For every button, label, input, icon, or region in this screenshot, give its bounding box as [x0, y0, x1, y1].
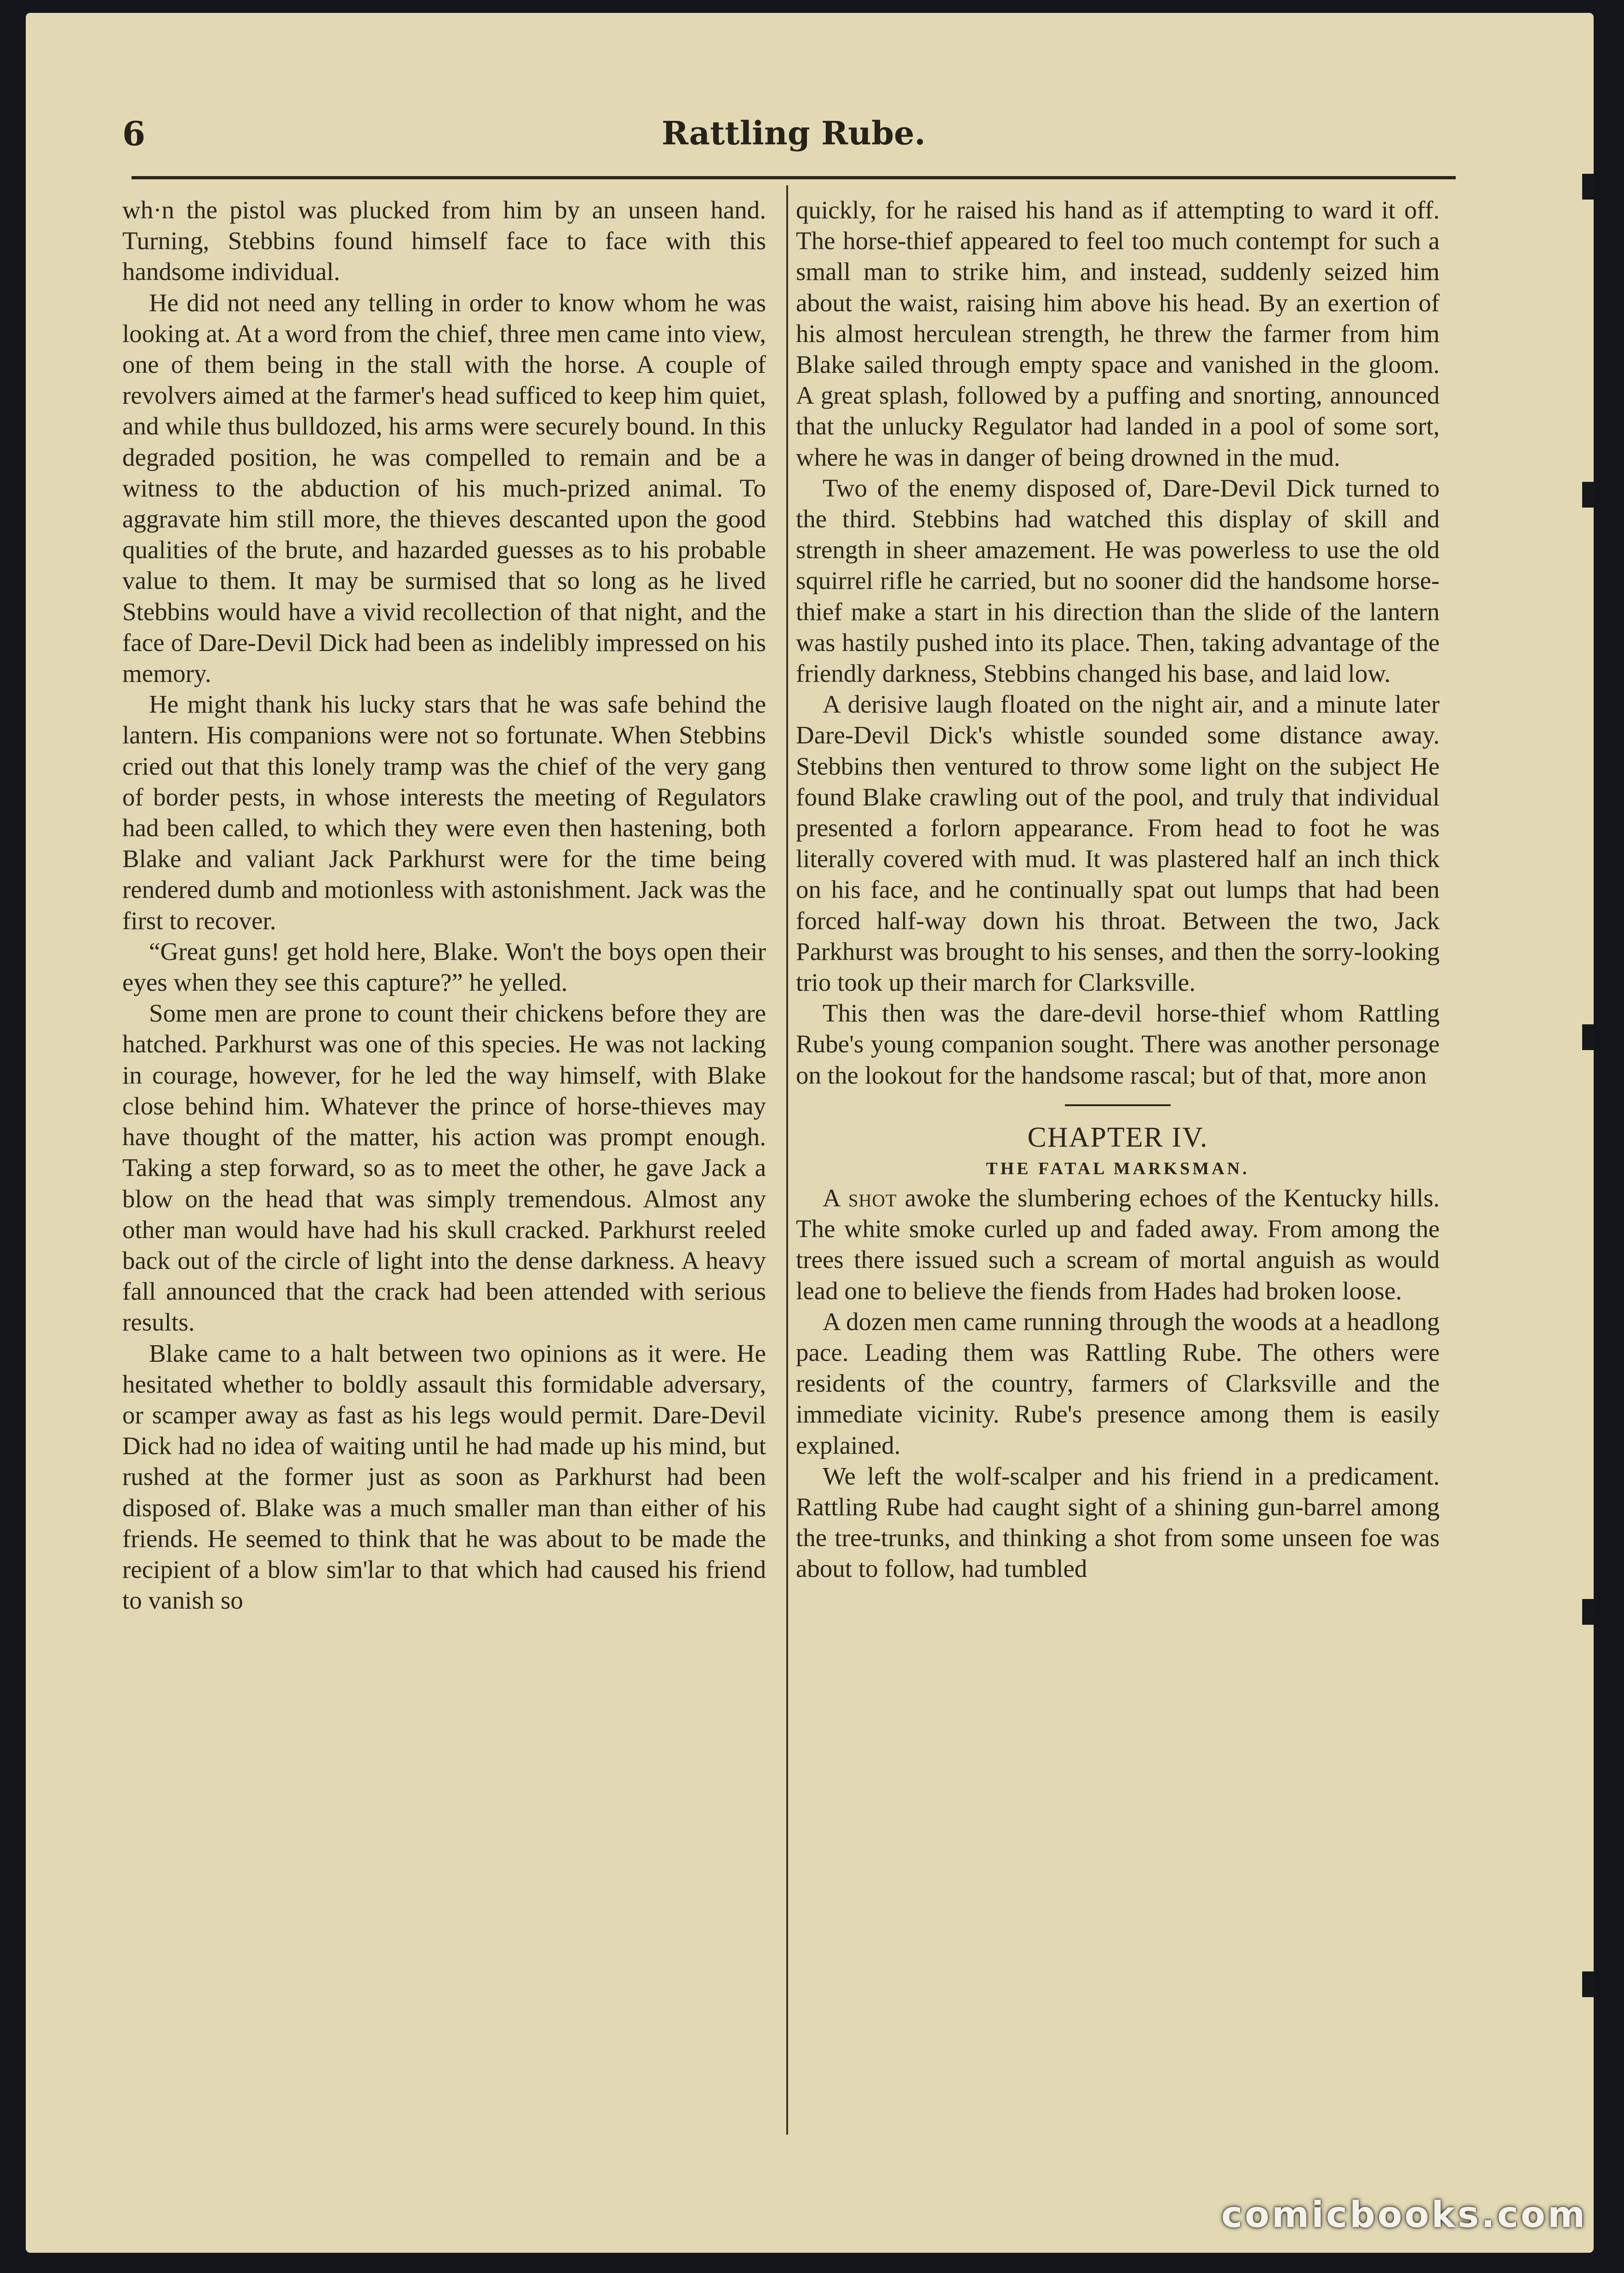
paragraph: wh·n the pistol was plucked from him by an unseen hand. Turning, Stebbins found himself face to face with this handsome individual. — [122, 196, 766, 286]
paragraph: He might thank his lucky stars that he was safe behind the lantern. His companions were not so fortunate. When Stebbins cried out that this lonely tramp was the chief of the very gang of border pests, in whose interests the meeting of Regulators had been called, to which they were even then hastening, both Blake and valiant Jack Parkhurst were for the time being rendered dumb and motionless with astonishment. Jack was the first to recover. — [122, 690, 766, 935]
binding-hole — [1582, 1971, 1594, 1997]
column-divider — [786, 185, 788, 2135]
paragraph: We left the wolf-scalper and his friend in a predicament. Rattling Rube had caught sight of a shining gun-barrel among the tree-trunks, and thinking a shot from some unseen foe was about to follow, had tumbled — [796, 1462, 1440, 1583]
paragraph: This then was the dare-devil horse-thief whom Rattling Rube's young companion sought. There was another personage on the lookout for the handsome rascal; but of that, more anon — [796, 999, 1440, 1089]
paragraph: “Great guns! get hold here, Blake. Won't the boys open their eyes when they see this capture?” he yelled. — [122, 937, 766, 997]
right-column — [796, 194, 1440, 1584]
binding-hole — [1582, 174, 1594, 200]
page-header — [122, 114, 1465, 165]
paragraph: A derisive laugh floated on the night air, and a minute later Dare-Devil Dick's whistle sounded some distance away. Stebbins then ventured to throw some light on the subject He found Blake crawling out of the pool, and truly that individual presented a forlorn appearance. From head to foot he was literally covered with mud. It was plastered half an inch thick on his face, and he continually spat out lumps that had been forced half-way down his throat. Between the two, Jack Parkhurst was brought to his senses, and then the sorry-looking trio took up their march for Clarksville. — [796, 690, 1440, 997]
header-rule — [132, 176, 1456, 179]
paragraph: Two of the enemy disposed of, Dare-Devil Dick turned to the third. Stebbins had watched this display of skill and strength in sheer amazement. He was powerless to use the old squirrel rifle he carried, but no sooner did the handsome horse-thief make a start in his direction than the slide of the lantern was hastily pushed into its place. Then, taking advantage of the friendly darkness, Stebbins changed his base, and laid low. — [796, 474, 1440, 688]
left-column — [122, 194, 766, 1616]
binding-hole — [1582, 482, 1594, 508]
paragraph: He did not need any telling in order to know whom he was looking at. At a word from the chief, three men came into view, one of them being in the stall with the horse. A couple of revolvers aimed at the farmer's head sufficed to keep him quiet, and while thus bulldozed, his arms were securely bound. In this degraded position, he was compelled to remain and be a witness to the abduction of his much-prized animal. To aggravate him still more, the thieves descanted upon the good qualities of the brute, and hazarded guesses as to his probable value to them. It may be surmised that so long as he lived Stebbins would have a vivid recollection of that night, and the face of Dare-Devil Dick had been as indelibly impressed on his memory. — [122, 288, 766, 688]
chapter-subtitle: THE FATAL MARKSMAN. — [986, 1159, 1250, 1178]
paragraph: Some men are prone to count their chickens before they are hatched. Parkhurst was one of this species. He was not lacking in courage, however, for he led the way himself, with Blake close behind him. Whatever the prince of horse-thieves may have thought of the matter, his action was prompt enough. Taking a step forward, so as to meet the other, he gave Jack a blow on the head that was simply tremendous. Almost any other man would have had his skull cracked. Parkhurst reeled back out of the circle of light into the dense darkness. A heavy fall announced that the crack had been attended with serious results. — [122, 999, 766, 1336]
paragraph: Blake came to a halt between two opinions as it were. He hesitated whether to boldly assault this formidable adversary, or scamper away as fast as his legs would permit. Dare-Devil Dick had no idea of waiting until he had made up his mind, but rushed at the former just as soon as Parkhurst had been disposed of. Blake was a much smaller man than either of his friends. He seemed to think that he was about to be made the recipient of a blow sim'lar to that which had caused his friend to vanish so — [122, 1339, 766, 1615]
chapter-title: CHAPTER IV. — [1027, 1121, 1208, 1153]
watermark-logo: comicbooks.com — [1221, 2194, 1588, 2236]
chapter-opening-text: awoke the slumbering echoes of the Kentucky hills. The white smoke curled up and faded away. From among the trees there issued such a scream of mortal anguish as would lead one to believe the fiends from Hades had broken loose. — [796, 1183, 1440, 1305]
book-page — [26, 13, 1594, 2253]
page-content — [26, 13, 1594, 2253]
binding-hole — [1582, 1599, 1594, 1625]
chapter-opening-paragraph — [796, 1182, 1440, 1306]
binding-hole — [1582, 1024, 1594, 1050]
paragraph: quickly, for he raised his hand as if attempting to ward it off. The horse-thief appeared to feel too much contempt for such a small man to strike him, and instead, suddenly seized him about the waist, raising him above his head. By an exertion of his almost herculean strength, he threw the farmer from him Blake sailed through empty space and vanished in the gloom. A great splash, followed by a puffing and snorting, announced that the unlucky Regulator had landed in a pool of some sort, where he was in danger of being drowned in the mud. — [796, 196, 1440, 471]
page-number: 6 — [122, 114, 146, 153]
running-head: Rattling Rube. — [661, 114, 926, 152]
chapter-rule — [1065, 1104, 1171, 1106]
paragraph: A dozen men came running through the woods at a headlong pace. Leading them was Rattling Rube. The others were residents of the country, farmers of Clarksville and the immediate vicinity. Rube's presence among them is easily explained. — [796, 1307, 1440, 1459]
chapter-lead-word: A shot — [823, 1183, 897, 1212]
